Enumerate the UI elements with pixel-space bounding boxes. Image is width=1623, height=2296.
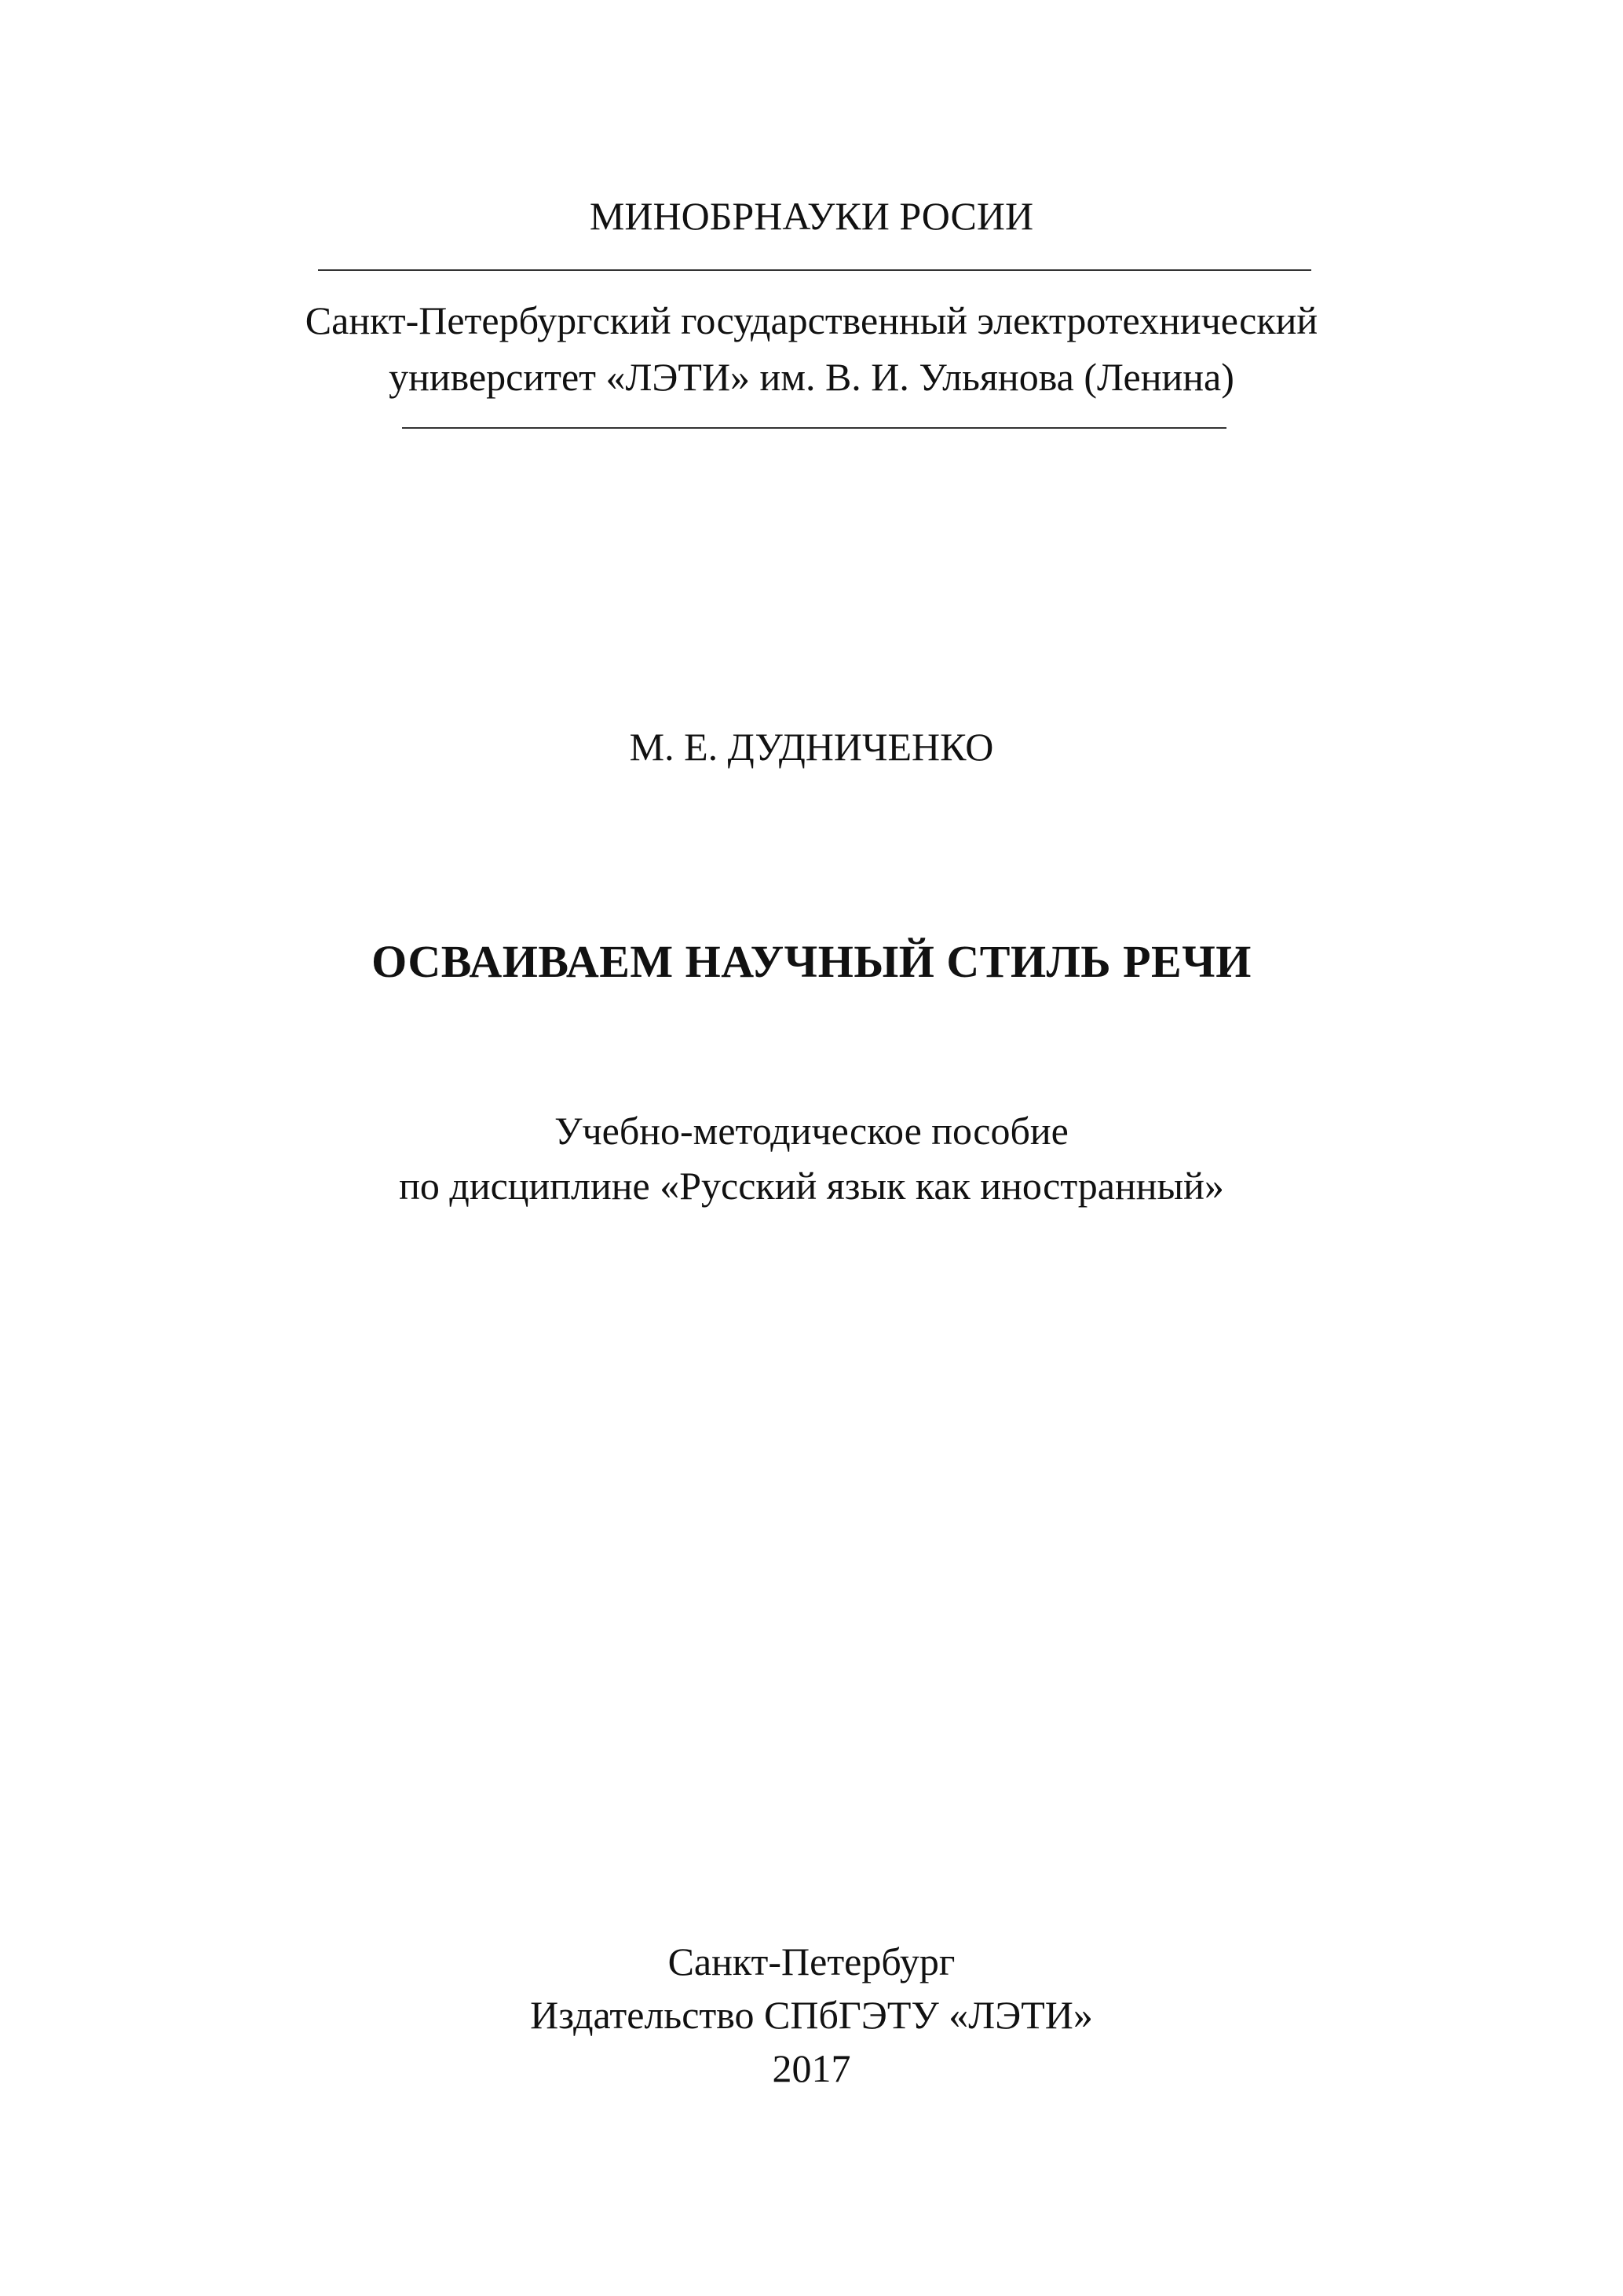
university-name-line-1: Санкт-Петербургский государственный электротехнический bbox=[305, 298, 1318, 342]
imprint-city: Санкт-Петербург bbox=[667, 1940, 956, 1983]
document-title: ОСВАИВАЕМ НАУЧНЫЙ СТИЛЬ РЕЧИ bbox=[371, 936, 1252, 987]
author-name: М. Е. ДУДНИЧЕНКО bbox=[629, 725, 994, 769]
ministry-name: МИНОБРНАУКИ РОСИИ bbox=[589, 194, 1034, 238]
header-divider-bottom bbox=[402, 427, 1226, 429]
university-name-line-2: университет «ЛЭТИ» им. В. И. Ульянова (Ленина) bbox=[389, 355, 1234, 399]
subtitle-line-2: по дисциплине «Русский язык как иностранный» bbox=[399, 1164, 1224, 1208]
header-divider-top bbox=[318, 269, 1311, 271]
imprint-publisher: Издательство СПбГЭТУ «ЛЭТИ» bbox=[530, 1993, 1093, 2037]
imprint-year: 2017 bbox=[772, 2046, 851, 2090]
subtitle-line-1: Учебно-методическое пособие bbox=[554, 1109, 1069, 1153]
